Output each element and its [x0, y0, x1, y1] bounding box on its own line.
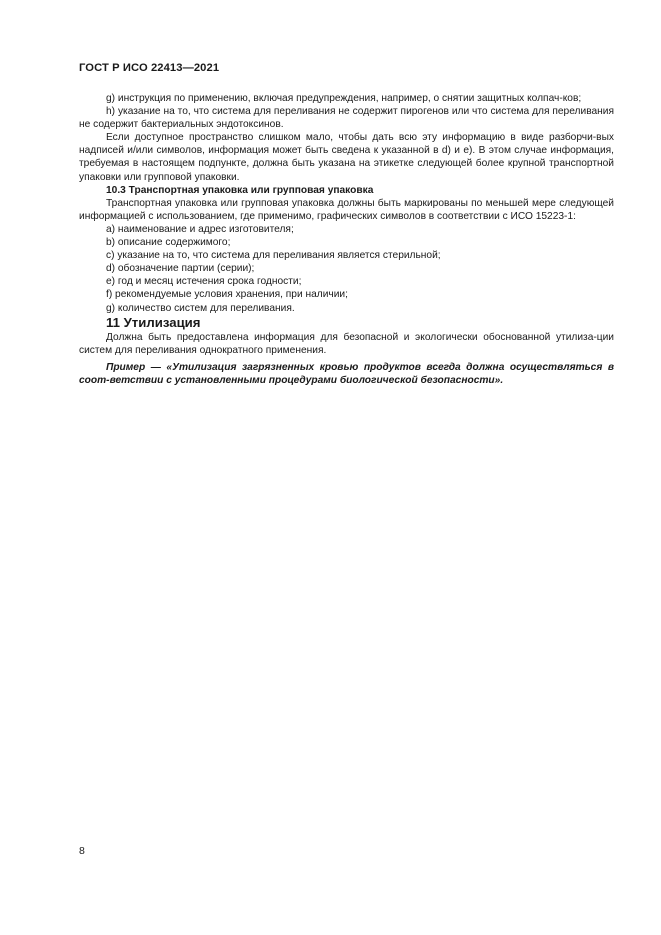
list-item: c) указание на то, что система для переливания является стерильной; — [106, 250, 441, 262]
list-item: g) количество систем для переливания. — [106, 302, 295, 314]
section-10-3-heading: 10.3 Транспортная упаковка или групповая упаковка — [106, 184, 374, 196]
section-11-text: Должна быть предоставлена информация для безопасной и экологически обоснованной утилиза-ции систем для переливания однократного применения. — [79, 331, 614, 356]
section-11-title: 11 Утилизация — [106, 314, 201, 330]
list-item: a) наименование и адрес изготовителя; — [106, 223, 294, 235]
list-item: e) год и месяц истечения срока годности; — [106, 276, 302, 288]
list-item: f) рекомендуемые условия хранения, при наличии; — [106, 289, 348, 301]
space-note-paragraph: Если доступное пространство слишком мало, чтобы дать всю эту информацию в виде разборчи-вых надписей и/или символов, информация может быть сведена к указанной в d) и e). В этом случае информация, требуемая в настоящем подпункте, должна быть указана на этикетке следующей более крупной транспортной упаковки или групповой упаковки. — [79, 132, 614, 183]
page-number: 8 — [79, 845, 85, 857]
section-11-example: Пример — «Утилизация загрязненных кровью продуктов всегда должна осуществляться в соот-ветствии с установленными процедурами биологической безопасности». — [79, 361, 614, 386]
list-item: d) обозначение партии (серии); — [106, 263, 255, 275]
section-10-3-list — [79, 223, 614, 315]
list-item-h: h) указание на то, что система для переливания не содержит пирогенов или что система для переливания не содержит бактериальных эндотоксинов. — [79, 106, 614, 131]
section-10-3-lead: Транспортная упаковка или групповая упаковка должны быть маркированы по меньшей мере следующей информацией с использованием, где применимо, графических символов в соответствии с ИСО 15223-1: — [79, 197, 614, 222]
document-header: ГОСТ Р ИСО 22413—2021 — [79, 62, 220, 74]
list-item: b) описание содержимого; — [106, 237, 231, 249]
list-item-g: g) инструкция по применению, включая предупреждения, например, о снятии защитных колпач-ков; — [106, 93, 582, 104]
page-content — [79, 92, 614, 387]
